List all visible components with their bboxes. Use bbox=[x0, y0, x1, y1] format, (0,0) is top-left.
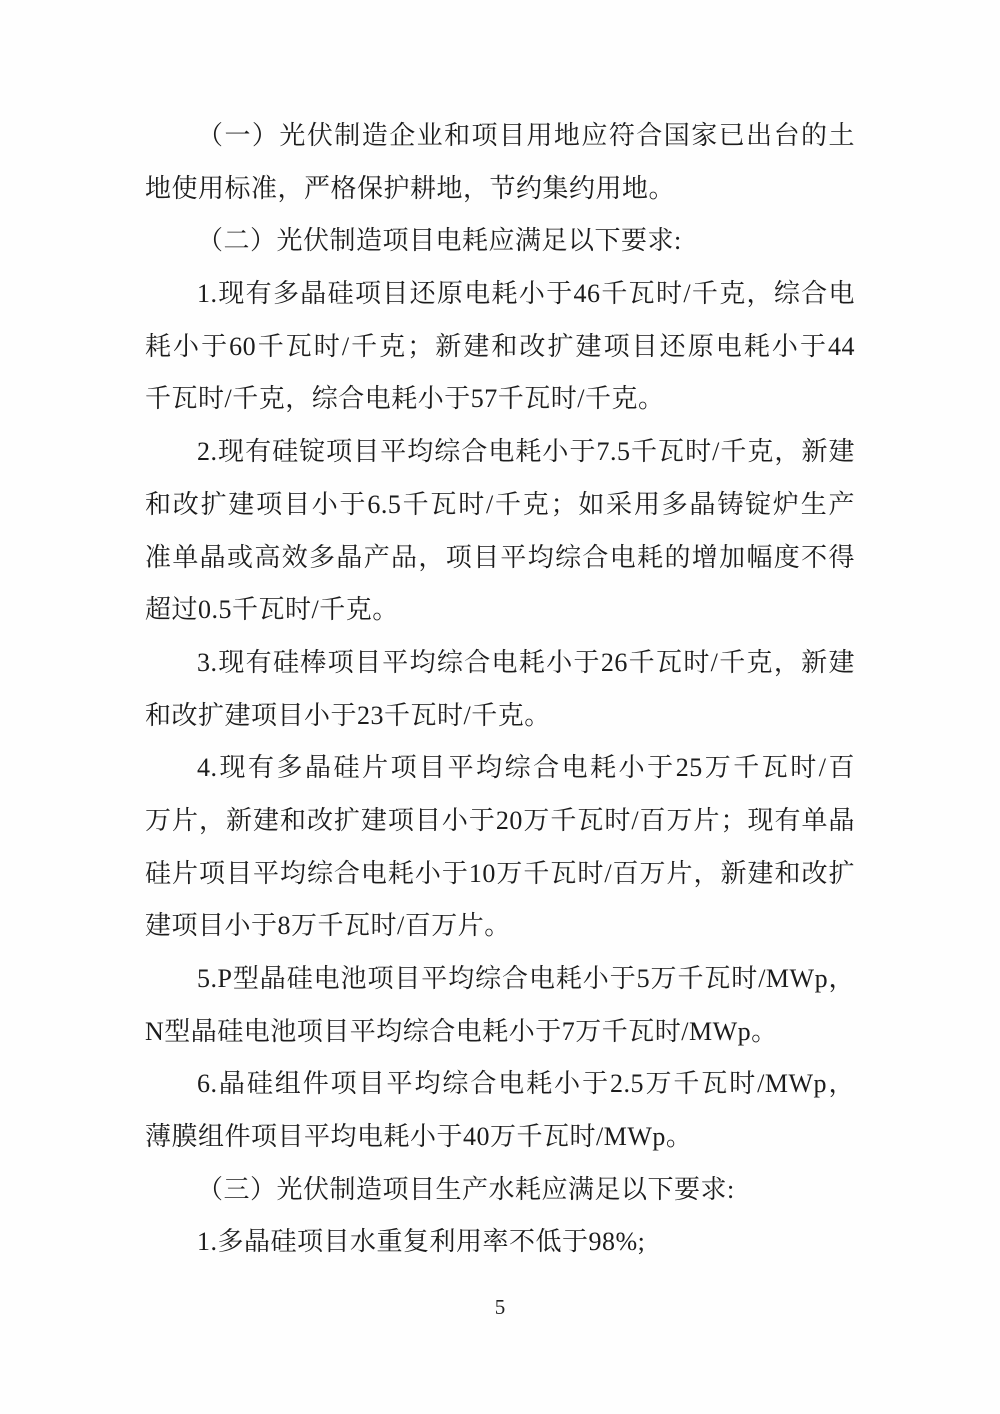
text-line: 建项目小于8万千瓦时/百万片。 bbox=[145, 911, 511, 941]
text-line: 薄膜组件项目平均电耗小于40万千瓦时/MWp。 bbox=[145, 1122, 693, 1152]
text-line: 准单晶或高效多晶产品，项目平均综合电耗的增加幅度不得 bbox=[145, 542, 855, 572]
text-line: 硅片项目平均综合电耗小于10万千瓦时/百万片，新建和改扩 bbox=[145, 858, 855, 888]
text-line: 2.现有硅锭项目平均综合电耗小于7.5千瓦时/千克，新建 bbox=[197, 437, 855, 467]
text-line: 6.晶硅组件项目平均综合电耗小于2.5万千瓦时/MWp， bbox=[197, 1069, 855, 1099]
text-line: 1.现有多晶硅项目还原电耗小于46千瓦时/千克，综合电 bbox=[197, 279, 855, 309]
text-line: 4.现有多晶硅片项目平均综合电耗小于25万千瓦时/百 bbox=[197, 753, 855, 783]
document-body bbox=[145, 110, 855, 1269]
text-line: （二）光伏制造项目电耗应满足以下要求: bbox=[197, 226, 682, 256]
text-line: N型晶硅电池项目平均综合电耗小于7万千瓦时/MWp。 bbox=[145, 1016, 778, 1046]
text-line: 超过0.5千瓦时/千克。 bbox=[145, 595, 399, 625]
text-line: 万片，新建和改扩建项目小于20万千瓦时/百万片；现有单晶 bbox=[145, 805, 855, 835]
text-line: 千瓦时/千克，综合电耗小于57千瓦时/千克。 bbox=[145, 384, 665, 414]
page-number: 5 bbox=[494, 1295, 506, 1319]
text-line: 地使用标准，严格保护耕地，节约集约用地。 bbox=[145, 173, 676, 203]
text-line: 3.现有硅棒项目平均综合电耗小于26千瓦时/千克，新建 bbox=[197, 647, 855, 677]
text-line: （一）光伏制造企业和项目用地应符合国家已出台的土 bbox=[197, 121, 855, 150]
text-line: 1.多晶硅项目水重复利用率不低于98%; bbox=[197, 1227, 646, 1257]
text-line: 和改扩建项目小于6.5千瓦时/千克；如采用多晶铸锭炉生产 bbox=[145, 489, 855, 519]
text-line: 耗小于60千瓦时/千克；新建和改扩建项目还原电耗小于44 bbox=[145, 331, 855, 361]
text-line: 和改扩建项目小于23千瓦时/千克。 bbox=[145, 700, 551, 730]
text-line: 5.P型晶硅电池项目平均综合电耗小于5万千瓦时/MWp， bbox=[197, 964, 855, 993]
text-line: （三）光伏制造项目生产水耗应满足以下要求: bbox=[197, 1174, 735, 1204]
